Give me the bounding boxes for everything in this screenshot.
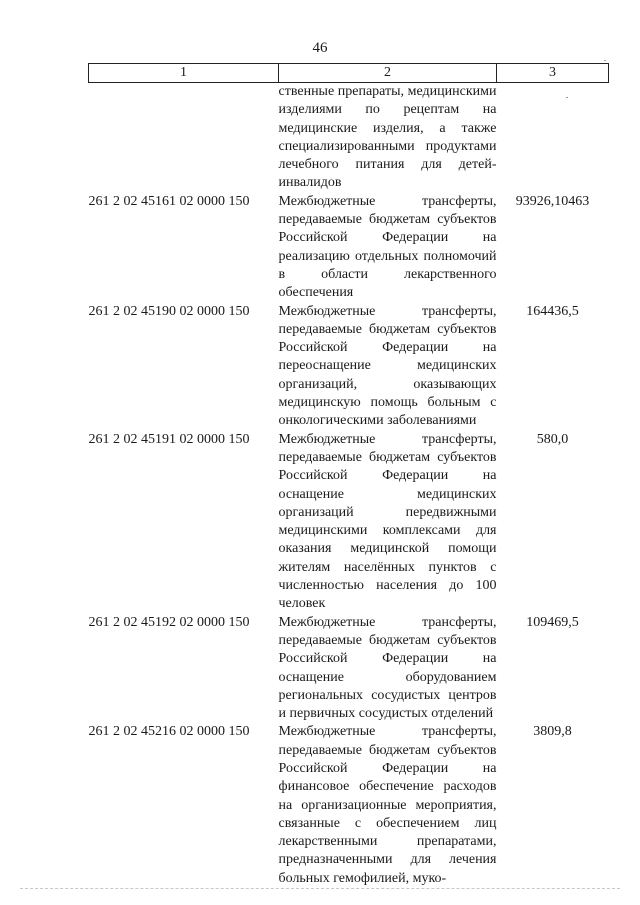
table-row [89, 303, 609, 431]
budget-code: 261 2 02 45191 02 0000 150 [88, 431, 250, 447]
scan-edge-line [20, 888, 620, 889]
budget-table [88, 63, 609, 888]
table-row [89, 83, 609, 193]
column-header-1: 1 [89, 64, 279, 83]
page-number: 46 [312, 40, 328, 56]
budget-code: 261 2 02 45190 02 0000 150 [88, 303, 250, 319]
budget-code: 261 2 02 45161 02 0000 150 [88, 193, 250, 209]
budget-code [89, 83, 279, 193]
budget-code: 261 2 02 45192 02 0000 150 [88, 614, 250, 630]
table-header [89, 64, 609, 83]
table-row [89, 723, 609, 888]
row-amount [497, 83, 609, 193]
row-description: Межбюджетные трансферты, передаваемые бюджетам субъектов Российской Федерации на переоснащение медицинских организаций, оказывающих медицинскую помощь больным с онкологическими заболеваниями [278, 303, 497, 429]
scan-speck [604, 60, 606, 61]
column-header-3: 3 [497, 64, 609, 83]
table-row [89, 431, 609, 614]
row-amount: 3809,8 [533, 724, 572, 740]
row-amount: 580,0 [536, 431, 569, 447]
row-amount: 164436,5 [526, 303, 579, 319]
table-row [89, 193, 609, 303]
row-description: Межбюджетные трансферты, передаваемые бюджетам субъектов Российской Федерации на финансовое обеспечение расходов на организационные мероприятия, связанные с обеспечением лиц лекарственными препаратами, предназначенными для лечения больных гемофилией, муко- [278, 724, 497, 886]
column-header-2: 2 [279, 64, 497, 83]
row-description: Межбюджетные трансферты, передаваемые бюджетам субъектов Российской Федерации на оснащение медицинских организаций передвижными медицинскими комплексами для оказания медицинской помощи жителям населённых пунктов с численностью населения до 100 человек [278, 431, 497, 612]
table-body [89, 83, 609, 889]
scan-speck [566, 97, 568, 98]
row-description: Межбюджетные трансферты, передаваемые бюджетам субъектов Российской Федерации на реализацию отдельных полномочий в области лекарственного обеспечения [278, 193, 497, 301]
row-description: ственные препараты, медицинскими изделиями по рецептам на медицинские изделия, а также специализированными продуктами лечебного питания для детей-инвалидов [278, 84, 497, 191]
table-row [89, 614, 609, 724]
row-amount: 93926,10463 [515, 193, 590, 209]
budget-code: 261 2 02 45216 02 0000 150 [88, 724, 250, 740]
row-description: Межбюджетные трансферты, передаваемые бюджетам субъектов Российской Федерации на оснащение оборудованием региональных сосудистых центров и первичных сосудистых отделений [278, 614, 497, 722]
row-amount: 109469,5 [526, 614, 579, 630]
